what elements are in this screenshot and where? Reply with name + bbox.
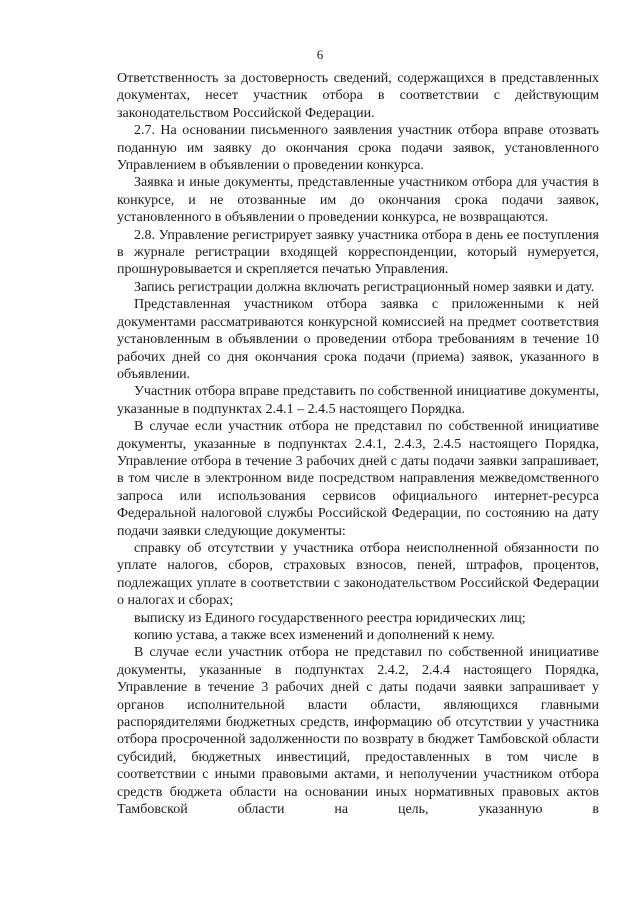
paragraph: справку об отсутствии у участника отбора неисполненной обязанности по уплате налогов, сборов, страховых взносов, пеней, штрафов, процентов, подлежащих уплате в соответствии с законодательством Российской Федерации о налогах и сборах; <box>117 540 599 609</box>
paragraph: копию устава, а также всех изменений и дополнений к нему. <box>134 628 495 643</box>
page-number: 6 <box>316 47 324 62</box>
paragraph: В случае если участник отбора не представил по собственной инициативе документы, указанные в подпунктах 2.4.2, 2.4.4 настоящего Порядка, Управление в течение 3 рабочих дней с даты подачи заявки запрашивает у органов исполнительной власти области, являющихся главными распорядителями бюджетных средств, информацию об отсутствии у участника отбора просроченной задолженности по возврату в бюджет Тамбовской области субсидий, бюджетных инвестиций, предоставленных в том числе в соответствии с иными правовыми актами, и неполучении участником отбора средств бюджета области на основании иных нормативных правовых актов Тамбовской области на цель, указанную в <box>117 645 599 818</box>
paragraph: Представленная участником отбора заявка с приложенными к ней документами рассматриваются конкурсной комиссией на предмет соответствия установленным в объявлении о проведении отбора требованиям в течение 10 рабочих дней со дня окончания срока подачи (приема) заявок, указанного в объявлении. <box>117 297 599 382</box>
paragraph: 2.8. Управление регистрирует заявку участника отбора в день ее поступления в журнале регистрации входящей корреспонденции, который нумеруется, прошнуровывается и скрепляется печатью Управления. <box>117 227 599 278</box>
paragraph: Запись регистрации должна включать регистрационный номер заявки и дату. <box>134 279 595 295</box>
paragraph: В случае если участник отбора не представил по собственной инициативе документы, указанные в подпунктах 2.4.1, 2.4.3, 2.4.5 настоящего Порядка, Управление отбора в течение 3 рабочих дней с даты подачи заявки запрашивает, в том числе в электронном виде посредством направления межведомственного запроса или использования сервисов официального интернет-ресурса Федеральной налоговой службы Российской Федерации, по состоянию на дату подачи заявки следующие документы: <box>117 419 599 539</box>
paragraph: 2.7. На основании письменного заявления участник отбора вправе отозвать поданную им заявку до окончания срока подачи заявок, установленного Управлением в объявлении о проведении конкурса. <box>117 123 599 174</box>
paragraph: Заявка и иные документы, представленные участником отбора для участия в конкурсе, и не отозванные им до окончания срока подачи заявок, установленного в объявлении о проведении конкурса, не возвращаются. <box>117 175 599 226</box>
paragraph: выписку из Единого государственного реестра юридических лиц; <box>134 610 526 626</box>
paragraph: Ответственность за достоверность сведений, содержащихся в представленных документах, несет участник отбора в соответствии с действующим законодательством Российской Федерации. <box>117 71 599 121</box>
paragraph: Участник отбора вправе представить по собственной инициативе документы, указанные в подпунктах 2.4.1 – 2.4.5 настоящего Порядка. <box>117 384 599 417</box>
document-body <box>117 70 599 818</box>
